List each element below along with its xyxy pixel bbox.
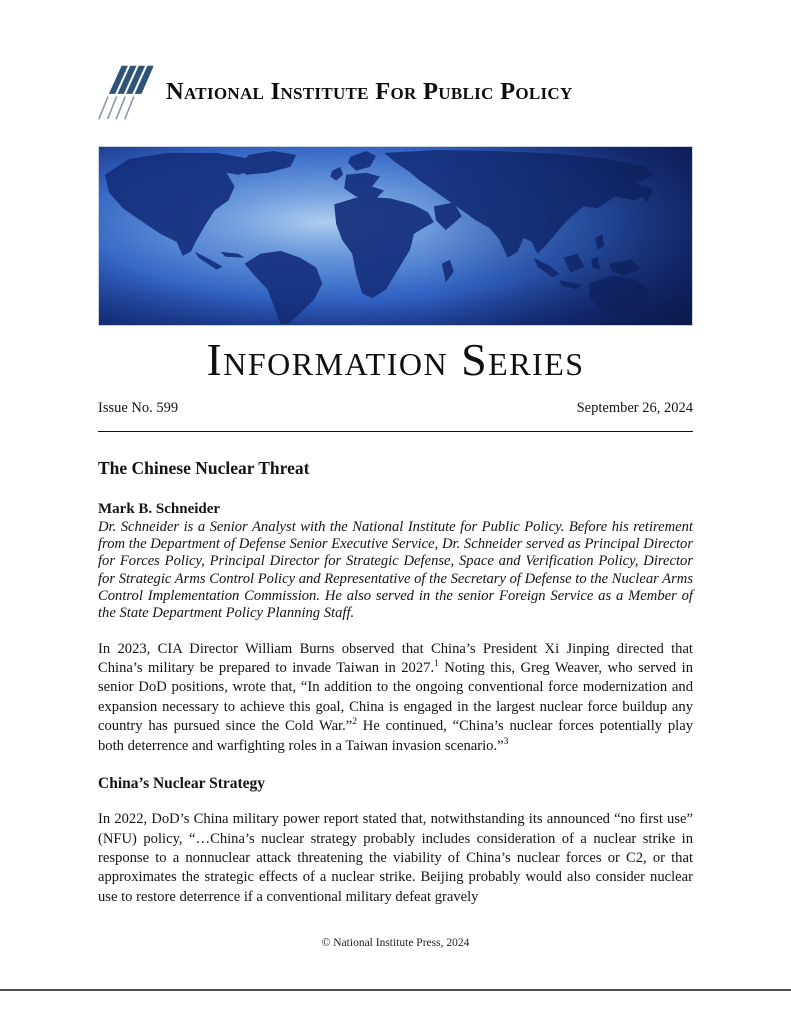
footnote-ref-3: 3: [503, 736, 509, 747]
footnote-ref-2: 2: [352, 717, 357, 728]
world-map-banner: [98, 146, 693, 326]
masthead-divider: [98, 431, 693, 432]
page-footer: [98, 937, 693, 949]
world-map-image: [99, 147, 692, 325]
section-heading: China’s Nuclear Strategy: [98, 775, 266, 793]
issue-row: [98, 400, 693, 417]
article-title: The Chinese Nuclear Threat: [98, 457, 310, 478]
page-bottom-edge: [0, 989, 791, 991]
paragraph-text: In 2023, CIA Director William Burns observed that China’s President Xi Jinping directed that China’s military be prepared to invade Taiwan in 2027.: [98, 640, 693, 677]
nipp-logo-icon: [98, 59, 156, 125]
issue-number: Issue No. 599: [98, 399, 179, 416]
issue-date: September 26, 2024: [576, 399, 693, 416]
series-title: Information Series: [206, 334, 585, 385]
author-bio: Dr. Schneider is a Senior Analyst with the National Institute for Public Policy. Before his retirement from the Department of Defense Senior Executive Service, Dr. Schneider served as Principal Director for Forces Policy, Principal Director for Strategic Defense, Space and Verification Policy, Director for Strategic Arms Control Policy and Representative of the Secretary of Defense to the Nuclear Arms Control Implementation Commission. He also served in the senior Foreign Service as a Member of the State Department Policy Planning Staff.: [98, 518, 693, 622]
author-name: Mark B. Schneider: [98, 500, 221, 517]
org-name: National Institute For Public Policy: [166, 78, 573, 105]
copyright: © National Institute Press, 2024: [321, 937, 470, 950]
footnote-ref-1: 1: [434, 659, 439, 670]
paragraph-1: [98, 640, 693, 756]
masthead-header: [98, 58, 693, 126]
paragraph-2: In 2022, DoD’s China military power report stated that, notwithstanding its announced “no first use” (NFU) policy, “…China’s nuclear strategy probably includes consideration of a nuclear strike in response to a nonnuclear attack threatening the viability of China’s nuclear forces or C2, or that approximates the strategic effects of a nuclear strike. Beijing probably would also consider nuclear use to restore deterrence if a conventional military defeat gravely: [98, 811, 693, 905]
paragraph-text: Noting this, Greg Weaver, who served in senior DoD positions, wrote that, “In addition to the ongoing conventional force modernization and expansion necessary to achieve this goal, China is engaged in the largest nuclear force buildup any country has pursued since the Cold War.”: [98, 660, 693, 735]
paragraph-text: He continued, “China’s nuclear forces potentially play both deterrence and warfighting roles in a Taiwan invasion scenario.”: [98, 718, 693, 754]
